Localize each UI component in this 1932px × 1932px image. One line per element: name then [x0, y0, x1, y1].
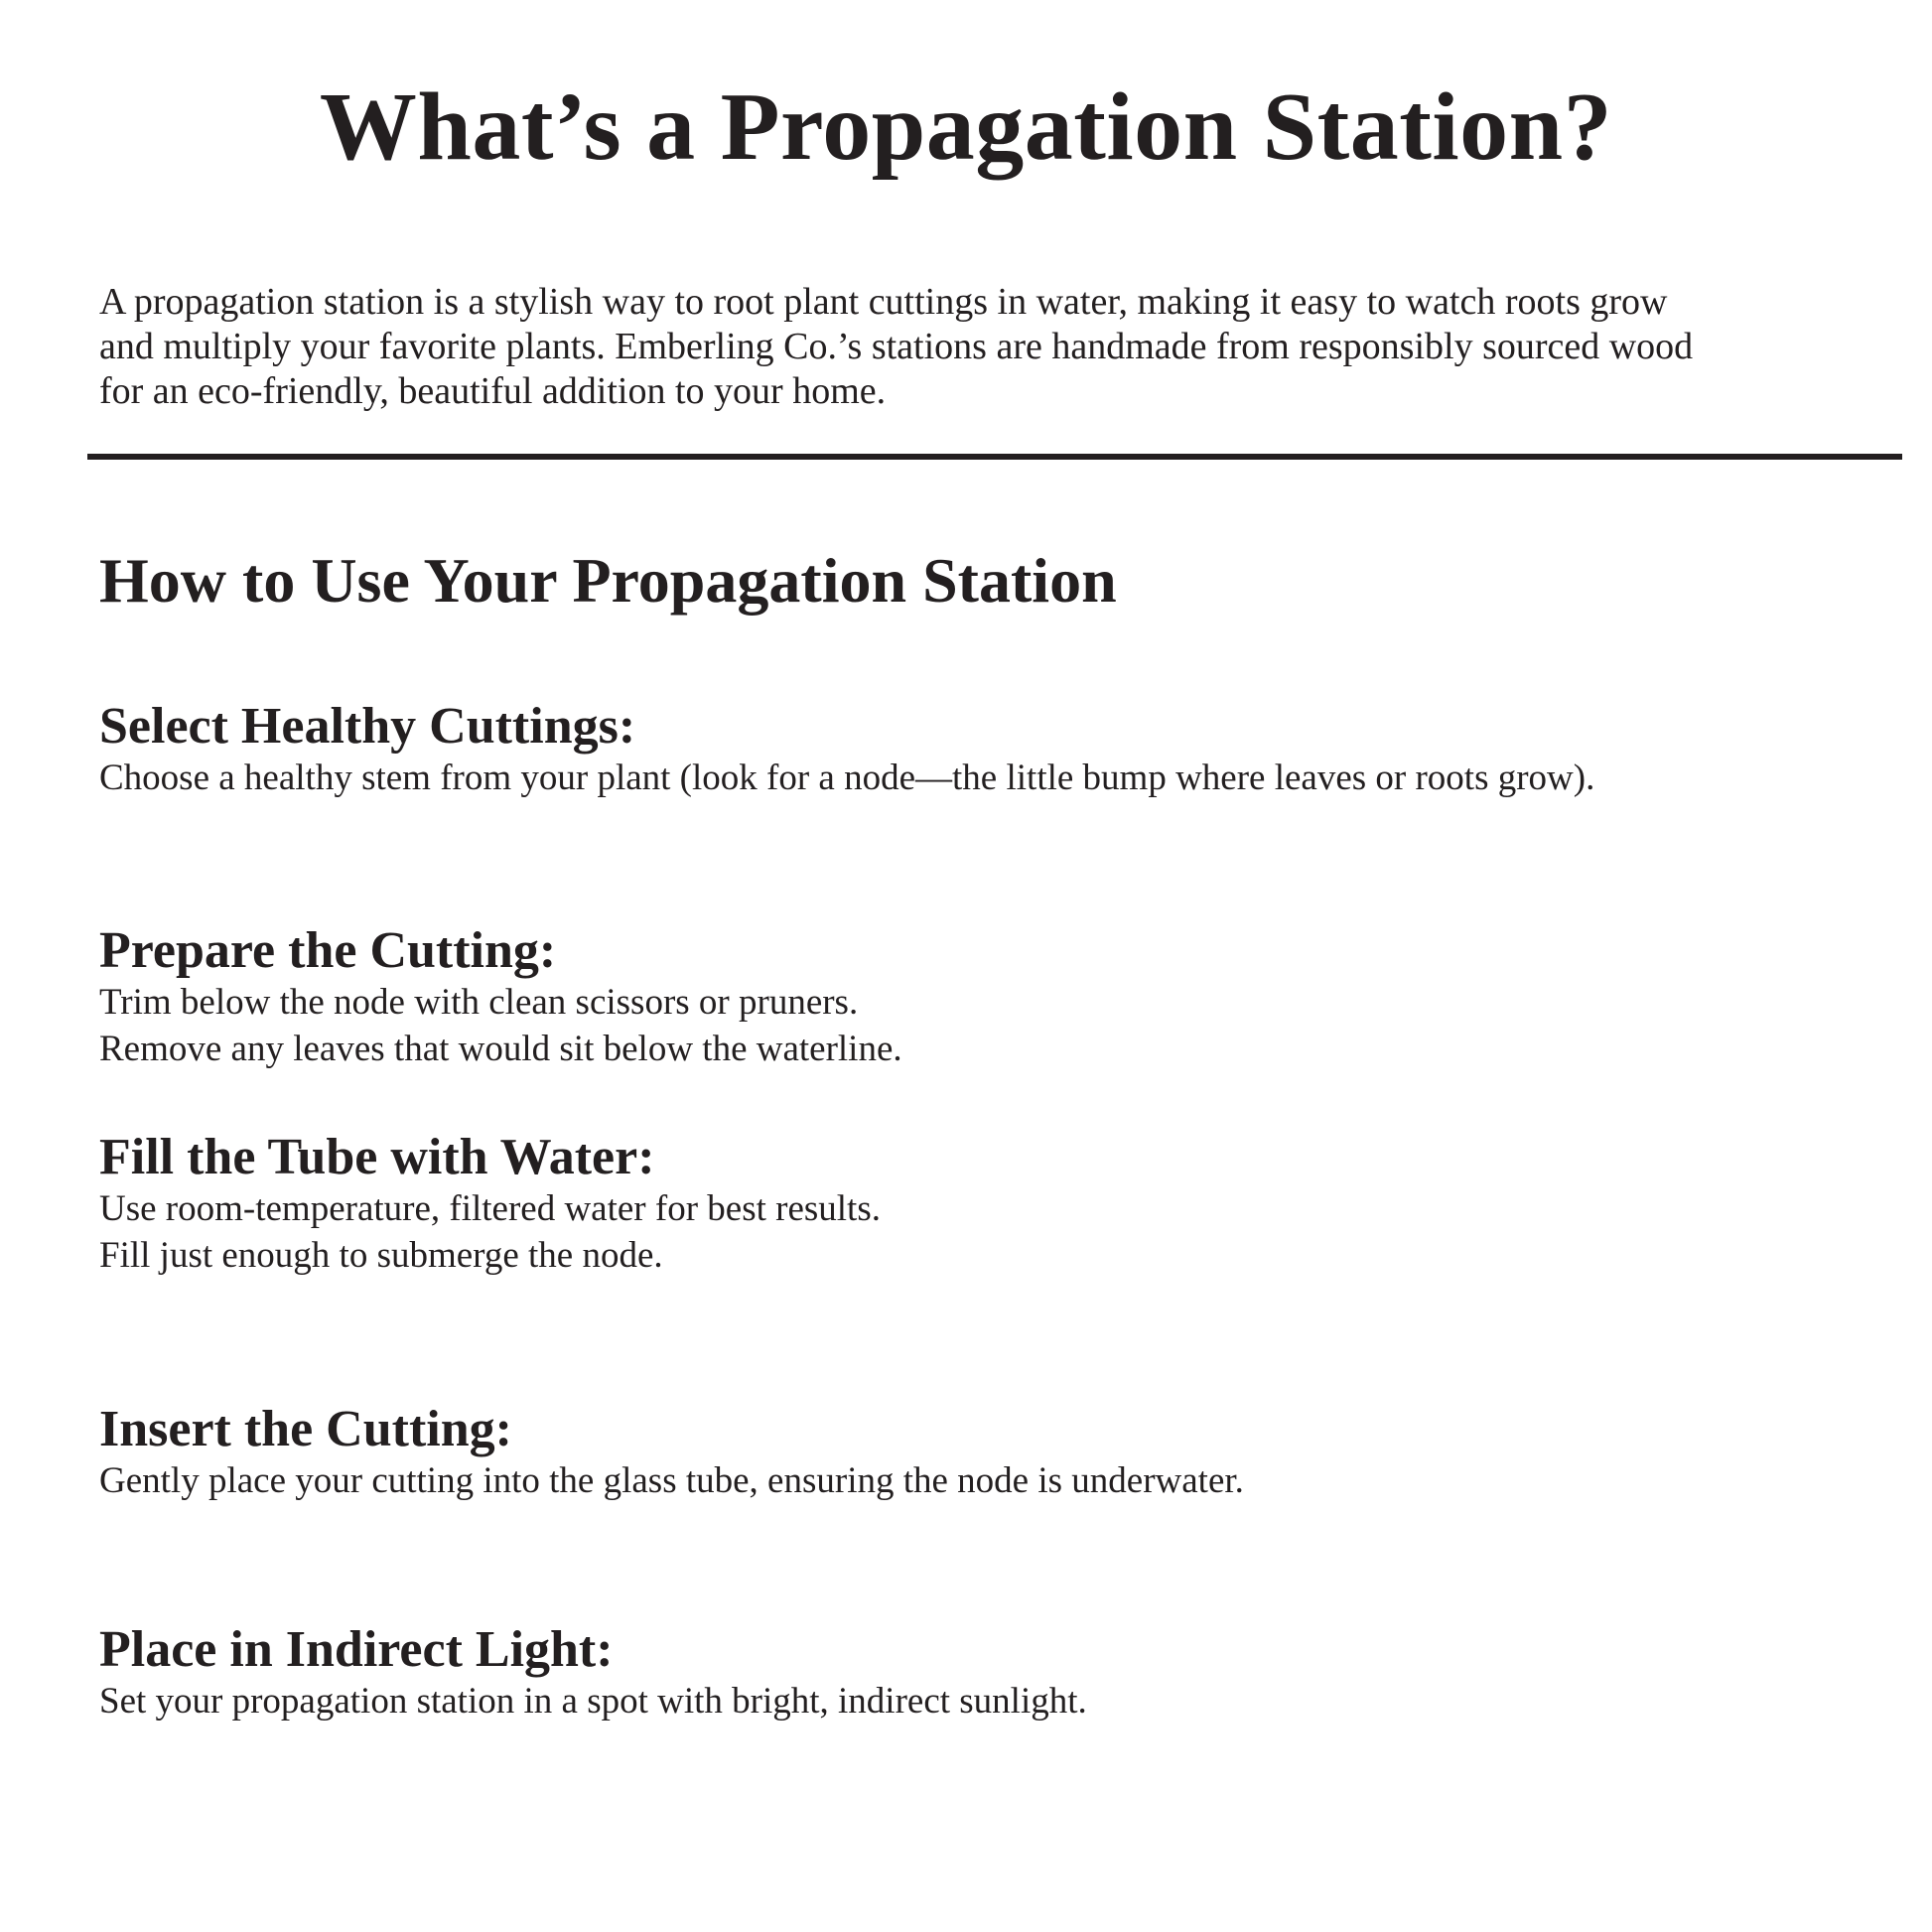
section-divider — [87, 454, 1902, 460]
intro-paragraph — [99, 280, 1886, 414]
step-text: Choose a healthy stem from your plant (look for a node—the little bump where leaves or roots grow). — [99, 758, 1595, 798]
step-place-in-indirect-light — [99, 1622, 1886, 1725]
step-text: Remove any leaves that would sit below the waterline. — [99, 1029, 902, 1069]
step-select-healthy-cuttings — [99, 699, 1886, 801]
section-title: How to Use Your Propagation Station — [99, 545, 1117, 616]
step-text: Trim below the node with clean scissors or pruners. — [99, 982, 859, 1023]
step-text: Fill just enough to submerge the node. — [99, 1235, 663, 1276]
step-text: Gently place your cutting into the glass tube, ensuring the node is underwater. — [99, 1460, 1244, 1501]
step-heading: Prepare the Cutting: — [99, 922, 557, 979]
intro-line: and multiply your favorite plants. Emberling Co.’s stations are handmade from responsibly sourced wood — [99, 326, 1694, 367]
step-prepare-the-cutting — [99, 923, 1886, 1072]
page-title: What’s a Propagation Station? — [319, 73, 1613, 181]
step-heading: Fill the Tube with Water: — [99, 1129, 655, 1185]
intro-line: for an eco-friendly, beautiful addition to your home. — [99, 370, 887, 412]
step-heading: Place in Indirect Light: — [99, 1621, 614, 1678]
intro-line: A propagation station is a stylish way to root plant cuttings in water, making it easy to watch roots grow — [99, 281, 1668, 323]
step-heading: Select Healthy Cuttings: — [99, 698, 636, 755]
step-text: Set your propagation station in a spot with bright, indirect sunlight. — [99, 1681, 1087, 1722]
step-insert-the-cutting — [99, 1402, 1886, 1504]
step-heading: Insert the Cutting: — [99, 1401, 512, 1457]
step-fill-the-tube — [99, 1130, 1886, 1279]
step-text: Use room-temperature, filtered water for best results. — [99, 1188, 881, 1229]
